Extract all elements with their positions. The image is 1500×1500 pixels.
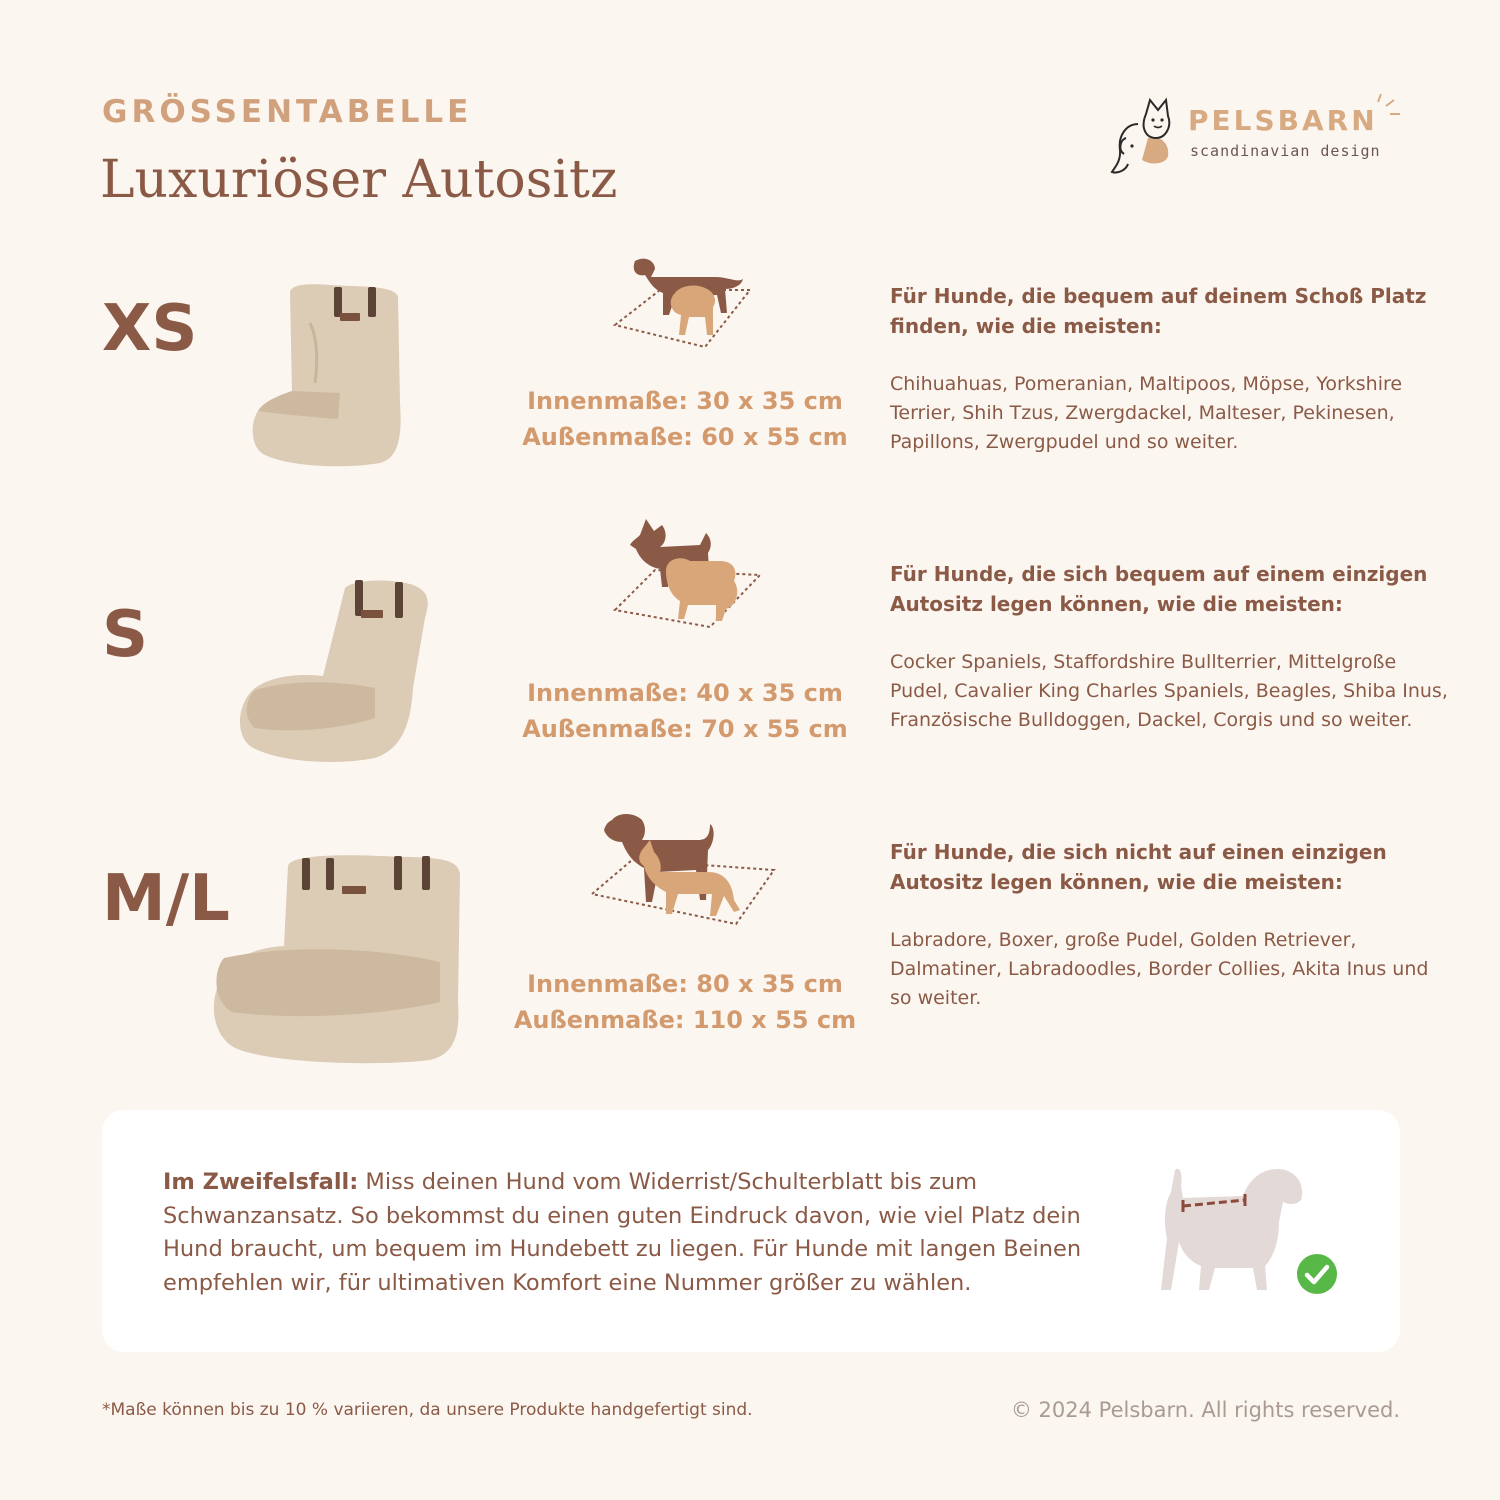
car-seat-ml-image	[210, 852, 465, 1064]
outer-dimensions-ml: Außenmaße: 110 x 55 cm	[513, 1006, 857, 1034]
dimensions-ml	[505, 966, 865, 1038]
breed-list-s: Cocker Spaniels, Staffordshire Bullterrier, Mittelgroße Pudel, Cavalier King Charles Spaniels, Beagles, Shiba Inus, Französische Bulldoggen, Dackel, Corgis und so weiter.	[890, 651, 1448, 731]
page-kicker: GRÖSSENTABELLE	[102, 94, 473, 130]
fit-heading-ml: Für Hunde, die sich nicht auf einen einzigen Autositz legen können, wie die meisten:	[890, 840, 1387, 894]
breed-list-xs: Chihuahuas, Pomeranian, Maltipoos, Möpse, Yorkshire Terrier, Shih Tzus, Zwergdackel, Malteser, Pekinesen, Papillons, Zwergpudel und so weiter.	[890, 373, 1403, 453]
tip-body: Miss deinen Hund vom Widerrist/Schulterblatt bis zum Schwanzansatz. So bekommst du einen guten Eindruck davon, wie viel Platz dein Hund braucht, um bequem im Hundebett zu liegen. Für Hunde mit langen Beinen empfehlen wir, für ultimativen Komfort eine Nummer größer zu wählen.	[163, 1169, 1082, 1296]
copyright-text: © 2024 Pelsbarn. All rights reserved.	[1010, 1398, 1400, 1422]
medium-dogs-icon	[610, 515, 770, 630]
brand-name: PELSBARN	[1188, 104, 1378, 137]
inner-dimensions-xs: Innenmaße: 30 x 35 cm	[527, 387, 843, 415]
outer-dimensions-s: Außenmaße: 70 x 55 cm	[522, 715, 848, 743]
tip-lead: Im Zweifelsfall:	[163, 1169, 359, 1195]
dimensions-s	[505, 675, 865, 747]
size-label-ml: M/L	[102, 862, 230, 936]
fit-heading-s: Für Hunde, die sich bequem auf einem einzigen Autositz legen können, wie die meisten:	[890, 562, 1428, 616]
inner-dimensions-s: Innenmaße: 40 x 35 cm	[527, 679, 843, 707]
tip-text	[163, 1166, 1128, 1300]
car-seat-xs-image	[250, 283, 410, 468]
breed-list-ml: Labradore, Boxer, große Pudel, Golden Retriever, Dalmatiner, Labradoodles, Border Collies, Akita Inus und so weiter.	[890, 929, 1429, 1009]
car-seat-s-image	[235, 578, 435, 763]
size-label-s: S	[102, 598, 149, 672]
large-dogs-icon	[588, 810, 778, 928]
check-icon	[1296, 1253, 1338, 1295]
outer-dimensions-xs: Außenmaße: 60 x 55 cm	[522, 423, 848, 451]
small-dogs-icon	[605, 255, 755, 355]
brand-tagline: scandinavian design	[1190, 142, 1381, 160]
size-label-xs: XS	[102, 292, 198, 366]
inner-dimensions-ml: Innenmaße: 80 x 35 cm	[527, 970, 843, 998]
dog-measure-icon	[1155, 1162, 1310, 1297]
fit-heading-xs: Für Hunde, die bequem auf deinem Schoß Platz finden, wie die meisten:	[890, 284, 1427, 338]
dimensions-xs	[505, 383, 865, 455]
measurement-footnote: *Maße können bis zu 10 % variieren, da unsere Produkte handgefertigt sind.	[102, 1400, 753, 1420]
page-title: Luxuriöser Autositz	[100, 150, 618, 210]
